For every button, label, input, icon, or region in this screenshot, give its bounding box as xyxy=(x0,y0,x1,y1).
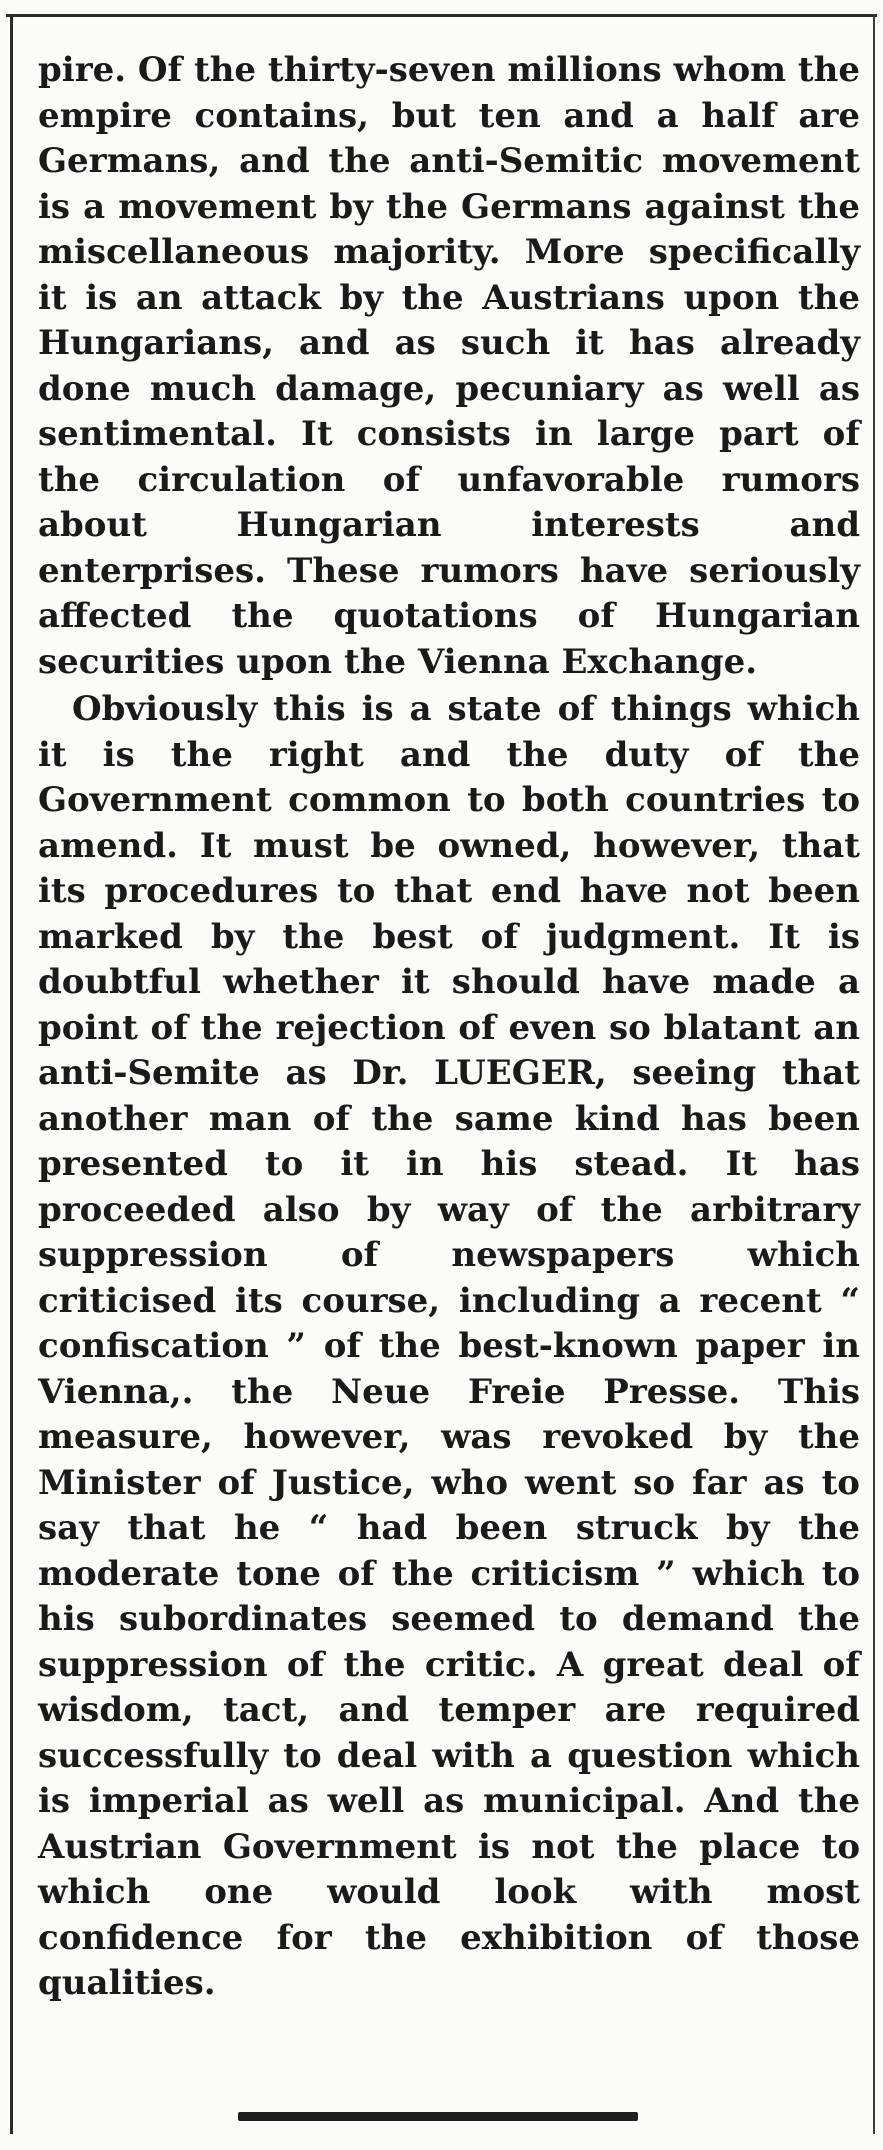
right-column-rule xyxy=(873,14,875,2134)
article-column xyxy=(38,48,860,2007)
article-paragraph-1: pire. Of the thirty-seven millions whom the empire contains, but ten and a half are Germans, and the anti-Semitic movement is a movement by the Germans against the miscellaneous majority. More specifically it is an attack by the Austrians upon the Hungarians, and as such it has already done much damage, pecuniary as well as sentimental. It consists in large part of the circulation of unfavorable rumors about Hungarian interests and enterprises. These rumors have seriously affected the quotations of Hungarian securities upon the Vienna Exchange. xyxy=(38,50,860,682)
left-column-rule xyxy=(10,14,13,2134)
top-column-rule xyxy=(6,14,877,17)
article-paragraph-2: Obviously this is a state of things which it is the right and the duty of the Government common to both countries to amend. It must be owned, however, that its procedures to that end have not been marked by the best of judgment. It is doubtful whether it should have made a point of the rejection of even so blatant an anti-Semite as Dr. LUEGER, seeing that another man of the same kind has been presented to it in his stead. It has proceeded also by way of the arbitrary suppression of newspapers which criticised its course, including a recent “ confiscation ” of the best-known paper in Vienna,. the Neue Freie Presse. This measure, however, was revoked by the Minister of Justice, who went so far as to say that he “ had been struck by the moderate tone of the criticism ” which to his subordinates seemed to demand the suppression of the critic. A great deal of wisdom, tact, and temper are required successfully to deal with a question which is imperial as well as municipal. And the Austrian Government is not the place to which one would look with most confidence for the exhibition of those qualities. xyxy=(38,689,860,2003)
end-of-article-rule xyxy=(238,2112,638,2121)
